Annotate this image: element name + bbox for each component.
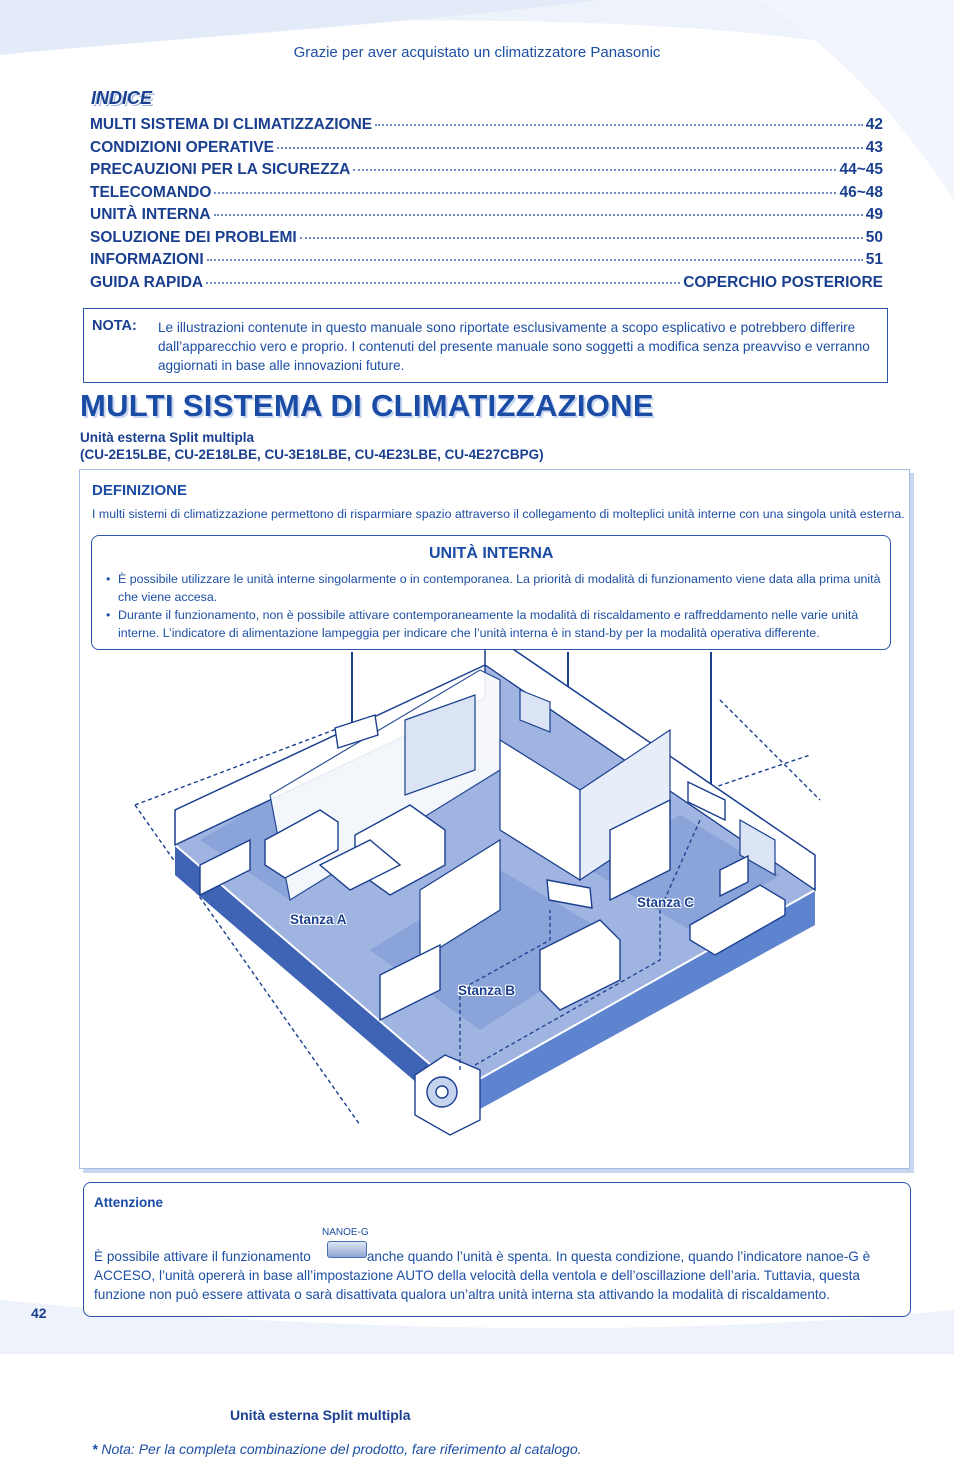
toc-entry-label: CONDIZIONI OPERATIVE xyxy=(90,138,275,156)
list-item-text: Durante il funzionamento, non è possibile attivare contemporaneamente la modalità di riscaldamento e raffreddamento nelle varie unità interne. L’indicatore di alimentazione lampeggia per indicare che l’unità interna è in stand-by per la modalità operativa differente. xyxy=(118,608,859,640)
toc-leader-dots xyxy=(207,259,863,261)
toc-entry-label: TELECOMANDO xyxy=(90,183,212,201)
header-text: Grazie per aver acquistato un climatizzatore Panasonic xyxy=(293,44,661,61)
outdoor-unit-label: Unità esterna Split multipla xyxy=(230,1407,411,1423)
toc-entry-page: 43 xyxy=(865,138,883,156)
attenzione-text xyxy=(94,1247,906,1304)
table-of-contents xyxy=(90,116,883,296)
list-item xyxy=(106,606,882,642)
toc-leader-dots xyxy=(277,147,863,149)
room-label-c: Stanza C xyxy=(637,895,695,910)
unita-interna-box xyxy=(91,535,891,650)
toc-leader-dots xyxy=(206,282,680,284)
toc-entry-label: INFORMAZIONI xyxy=(90,251,204,268)
nota-box xyxy=(83,308,888,383)
toc-entry[interactable] xyxy=(90,251,883,274)
toc-entry-page: 50 xyxy=(865,228,883,246)
toc-entry-page: 51 xyxy=(865,251,883,268)
toc-entry-label: MULTI SISTEMA DI CLIMATIZZAZIONE xyxy=(90,116,373,133)
toc-entry-label: GUIDA RAPIDA xyxy=(90,273,204,291)
nanoe-g-label: NANOE-G xyxy=(322,1227,369,1238)
page-number: 42 xyxy=(31,1305,47,1321)
list-item-text: È possibile utilizzare le unità interne singolarmente o in contemporanea. La priorità di modalità di funzionamento viene data alla prima unità che viene accesa. xyxy=(118,572,881,604)
toc-entry[interactable] xyxy=(90,161,883,184)
toc-entry[interactable] xyxy=(90,139,883,162)
bullet-icon: • xyxy=(106,608,111,622)
section-subtitle-2: (CU-2E15LBE, CU-2E18LBE, CU-3E18LBE, CU-4E23LBE, CU-4E27CBPG) xyxy=(80,447,544,462)
toc-leader-dots xyxy=(375,124,863,126)
toc-title: INDICE xyxy=(91,88,153,108)
toc-entry[interactable] xyxy=(90,206,883,229)
toc-entry-page: 46~48 xyxy=(839,183,883,201)
nota-label: NOTA: xyxy=(92,318,137,334)
definizione-text: I multi sistemi di climatizzazione permettono di risparmiare spazio attraverso il collegamento di molteplici unità interne con una singola unità esterna. xyxy=(92,507,905,521)
panel-note xyxy=(92,1441,582,1457)
attenzione-text-after: anche quando l’unità è spenta. In questa condizione, quando l’indicatore nanoe-G è ACCESO, l’unità opererà in base all’impostazione AUTO della velocità della ventola e dell’oscillazione dell’aria. Tuttavia, questa funzione non può essere attivata o sarà disattivata qualora un’altra unità interna sta attivando la modalità di riscaldamento. xyxy=(94,1249,871,1302)
definizione-title: DEFINIZIONE xyxy=(92,482,188,499)
toc-entry-page: 42 xyxy=(865,116,883,133)
nota-text: Le illustrazioni contenute in questo manuale sono riportate esclusivamente a scopo esplicativo e potrebbero differire dall’apparecchio vero e proprio. I contenuti del presente manuale sono soggetti a modifica senza preavviso e verranno aggiornati in base alle innovazioni future. xyxy=(158,320,870,373)
toc-entry-page: 49 xyxy=(865,206,883,223)
toc-entry[interactable] xyxy=(90,274,883,297)
toc-leader-dots xyxy=(214,214,863,216)
toc-entry-label: PRECAUZIONI PER LA SICUREZZA xyxy=(90,161,351,178)
toc-entry-page: 44~45 xyxy=(839,161,883,178)
room-label-a: Stanza A xyxy=(290,912,347,927)
attenzione-text-before: È possibile attivare il funzionamento xyxy=(94,1249,311,1264)
toc-entry[interactable] xyxy=(90,116,883,139)
panel-note-text: Nota: Per la completa combinazione del prodotto, fare riferimento al catalogo. xyxy=(97,1441,582,1457)
attenzione-title: Attenzione xyxy=(94,1195,163,1210)
toc-entry[interactable] xyxy=(90,229,883,252)
attenzione-box xyxy=(83,1182,911,1317)
toc-entry-label: UNITÀ INTERNA xyxy=(90,206,211,223)
note-star: * xyxy=(92,1441,98,1457)
section-title: MULTI SISTEMA DI CLIMATIZZAZIONE xyxy=(80,388,654,423)
list-item xyxy=(106,570,882,606)
toc-leader-dots xyxy=(300,237,863,239)
toc-leader-dots xyxy=(353,169,836,171)
toc-entry[interactable] xyxy=(90,184,883,207)
room-label-b: Stanza B xyxy=(458,983,516,998)
bullet-icon: • xyxy=(106,572,111,586)
section-subtitle-1: Unità esterna Split multipla xyxy=(80,430,255,445)
toc-entry-page: COPERCHIO POSTERIORE xyxy=(683,273,883,291)
unita-interna-list xyxy=(106,570,882,642)
toc-entry-label: SOLUZIONE DEI PROBLEMI xyxy=(90,228,297,246)
unita-interna-title: UNITÀ INTERNA xyxy=(429,545,554,562)
toc-leader-dots xyxy=(214,192,836,194)
